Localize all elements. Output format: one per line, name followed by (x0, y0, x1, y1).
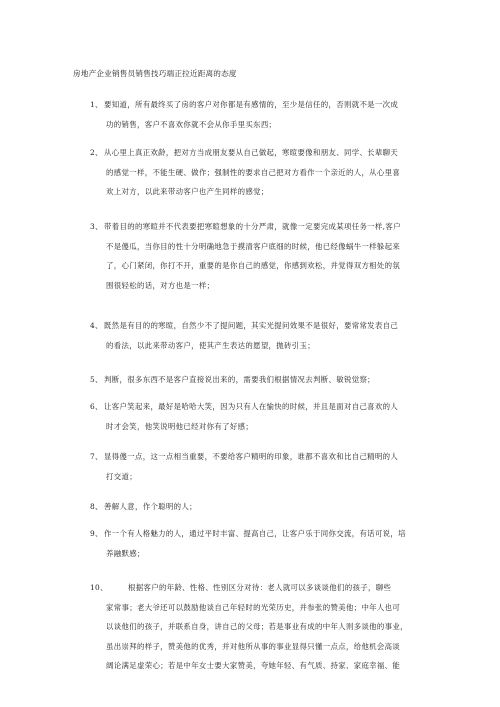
list-item (90, 95, 440, 134)
list-item-text: 带着目的的寒暄并不代表要把寒暄想象的十分严肃，就像一定要完成某项任务一样,客户 (104, 222, 401, 231)
list-item-first-line (90, 447, 440, 467)
list-item-first-line (90, 524, 440, 544)
list-item-continuation-line (90, 598, 440, 618)
list-item-continuation-line (90, 417, 440, 437)
list-item (90, 217, 440, 295)
list-item (90, 524, 440, 563)
list-item-first-line (90, 497, 440, 517)
list-item-continuation-line (90, 163, 440, 183)
list-item-text: 虽出崇拜的样子，赞美他的优秀，并对他所从事的事业显得只懂一点点，给他机会高谈 (106, 641, 401, 651)
list-item-continuation-line (90, 237, 440, 257)
list-item-text: 根据客户的年龄、性格、性别区分对待：老人就可以多谈谈他们的孩子，聊些 (128, 583, 392, 592)
list-item-number: 7、 (90, 452, 103, 461)
list-item-number: 4、 (90, 321, 103, 330)
list-item-first-line (90, 143, 440, 163)
list-item-text: 不是傻瓜，当你目的性十分明确地急于摸清客户底细的时候，他已经像蜗牛一样躲起来 (106, 241, 401, 251)
list-item-text: 以谈他们的孩子，并联系自身，讲自己的父母；若是事业有成的中年人则多谈他的事业， (106, 622, 408, 631)
list-item-number: 2、 (90, 148, 103, 157)
list-item-number: 8、 (90, 502, 103, 511)
list-item-text: 功的销售，客户不喜欢你就不会从你手里买东西； (106, 119, 277, 129)
list-item-number: 9、 (90, 529, 103, 538)
list-item-text: 的看法，以此来带动客户，使其产生表达的愿望，抛砖引玉； (106, 340, 315, 350)
list-item-continuation-line (90, 617, 440, 637)
list-item-text: 打交道； (106, 471, 137, 481)
list-item-continuation-line (90, 637, 440, 657)
list-item-number: 5、 (90, 375, 103, 384)
list-item-continuation-line (90, 336, 440, 356)
list-item-text: 家常事；老大爷还可以鼓励他谈自己年轻时的光荣历史，并参张的赞美他；中年人也可 (106, 602, 401, 612)
list-item-text: 善解人意，作个聪明的人； (104, 502, 197, 511)
list-item-first-line (90, 95, 440, 115)
list-item (90, 497, 440, 517)
list-item-text: 的感觉一样，不能生硬、做作；强制性的要求自己把对方看作一个亲近的人，从心里喜 (106, 167, 401, 177)
list-item-first-line (90, 397, 440, 417)
list-item-text: 欢上对方，以此来带动客户也产生同样的感觉； (106, 187, 269, 196)
list-item (90, 316, 440, 355)
list-item-text: 既然是有目的的寒暄，自然少不了提问题，其实光提问效果不是很好，要常常发表自己 (104, 321, 399, 330)
list-item-continuation-line (90, 115, 440, 135)
list-item-text: 养融默感； (106, 548, 145, 558)
list-item-text: 显得傻一点，这一点相当重要，不要给客户精明的印象，谁都不喜欢和比自己精明的人 (104, 452, 399, 461)
list-item-text: 围很轻松的话，对方也是一样； (106, 280, 215, 290)
list-item-text: 了，心门紧闭，你打不开，重要的是你自己的感觉，你感到欢松，并觉得双方相处的氛 (106, 261, 401, 270)
list-item-text: 判断，很多东西不是客户直接说出来的，需要我们根据情况去判断、敏锐觉察； (104, 375, 375, 384)
list-item-continuation-line (90, 544, 440, 564)
list-item-number: 1、 (90, 100, 103, 109)
list-item-text: 阔论满足虚荣心；若是中年女士要大家赞美，夸她年轻、有气质、持家、家庭幸福、能 (106, 661, 401, 670)
list-item-text: 时才会笑，他笑说明他已经对你有了好感； (106, 421, 254, 431)
list-item-first-line (90, 217, 440, 237)
list-item (90, 397, 440, 436)
list-item-first-line (90, 578, 440, 598)
list-item-continuation-line (90, 256, 440, 276)
list-item-number: 6、 (90, 402, 103, 411)
document-title: 房地产企业销售员销售技巧端正拉近距离的态度 (73, 69, 237, 78)
list-item (90, 143, 440, 202)
list-item-continuation-line (90, 182, 440, 202)
list-item-number: 3、 (90, 222, 103, 231)
list-item-text: 从心里上真正欢龄，把对方当成朋友要从自己做起，寒暄要像和朋友、同学、长辈聊天 (104, 148, 399, 157)
list-item-continuation-line (90, 467, 440, 487)
list-item-text: 作一个有人格魅力的人，通过平时丰富、提高自己，让客户乐于同你交流，有话可说，培 (104, 529, 406, 538)
list-item (90, 370, 440, 390)
list-item-first-line (90, 316, 440, 336)
list-item-continuation-line (90, 276, 440, 296)
list-item (90, 578, 440, 676)
list-item (90, 447, 440, 486)
list-item-continuation-line (90, 656, 440, 676)
list-item-text: 让客户笑起来，最好是哈哈大笑，因为只有人在愉快的时候，并且是面对自己喜欢的人 (104, 402, 399, 411)
list-item-text: 要知道，所有最终买了房的客户对你都是有感情的，至少是信任的，否则就不是一次成 (104, 100, 399, 109)
list-item-first-line (90, 370, 440, 390)
list-item-number: 10、 (90, 583, 108, 592)
